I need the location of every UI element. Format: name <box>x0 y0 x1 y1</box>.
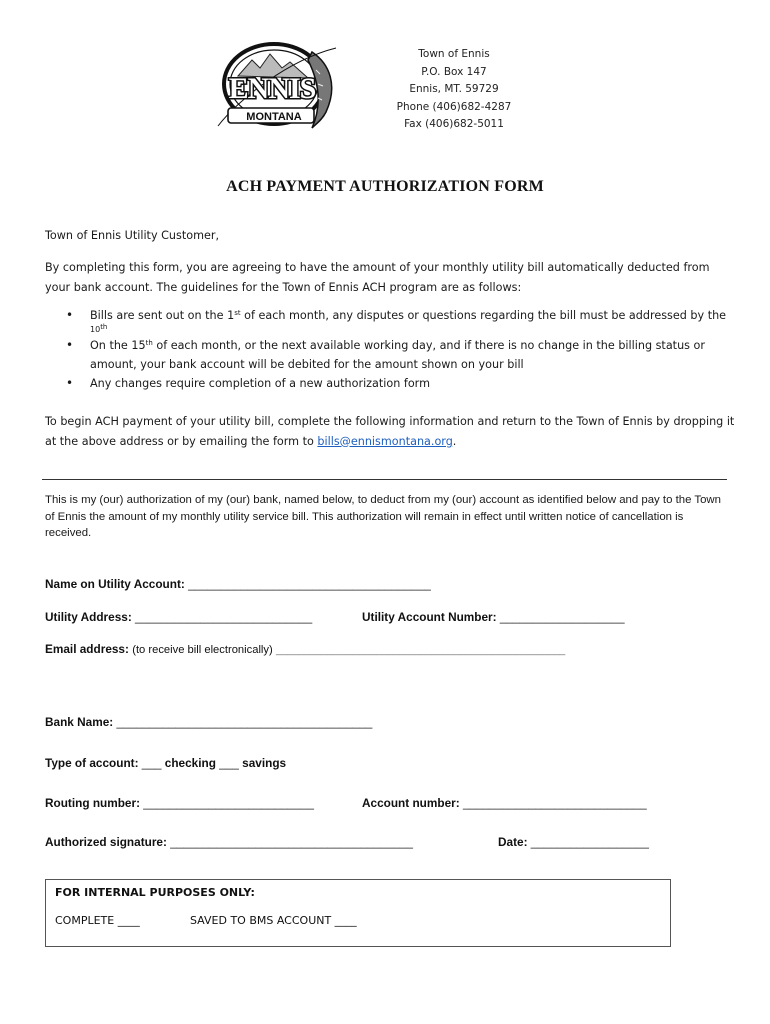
utility-address-field[interactable] <box>45 610 312 624</box>
superscript: th <box>145 339 153 347</box>
logo-word: ENNIS <box>228 72 316 105</box>
date-label: Date: <box>498 835 528 849</box>
email-field[interactable] <box>45 642 565 656</box>
address-line: P.O. Box 147 <box>421 65 487 78</box>
name-blank[interactable]: _____________________________________ <box>188 577 431 591</box>
name-label: Name on Utility Account: <box>45 577 185 591</box>
email-label: Email address: <box>45 642 129 656</box>
list-item <box>60 306 730 336</box>
authorization-statement: This is my (our) authorization of my (our) bank, named below, to deduct from my (our) account as identified below and pay to the Town of Ennis the amount of my monthly utility service bill. This authorization will remain in effect until written notice of cancellation is received. <box>45 494 721 539</box>
bank-name-field[interactable] <box>45 715 372 729</box>
instructions-paragraph <box>45 412 735 451</box>
bullet-text: of each month, or the next available working day, and if there is no change in the billing status or amount, your bank account will be debited for the amount shown on your bill <box>90 339 705 371</box>
list-item <box>60 336 730 374</box>
account-label: Account number: <box>362 796 460 810</box>
list-item: • Any changes require completion of a new authorization form <box>60 374 730 393</box>
ennis-montana-logo <box>208 40 344 132</box>
complete-marker: COMPLETE ____ <box>55 914 140 927</box>
email-note: (to receive bill electronically) <box>132 644 273 656</box>
date-field[interactable] <box>498 835 649 849</box>
greeting: Town of Ennis Utility Customer, <box>45 229 220 242</box>
type-label: Type of account: <box>45 756 139 770</box>
saved-marker: SAVED TO BMS ACCOUNT ____ <box>190 914 357 927</box>
superscript: st <box>234 309 241 317</box>
date-blank[interactable]: __________________ <box>530 835 649 849</box>
routing-number-field[interactable] <box>45 796 314 810</box>
guidelines-list <box>60 306 730 393</box>
address-blank[interactable]: ___________________________ <box>135 610 313 624</box>
routing-blank[interactable]: __________________________ <box>143 796 314 810</box>
savings-blank[interactable]: ___ <box>219 756 239 770</box>
logo-sub: MONTANA <box>246 111 302 123</box>
address-line: Ennis, MT. 59729 <box>409 83 499 95</box>
bullet-text: of each month, any disputes or questions regarding the bill must be addressed by the <box>240 309 727 322</box>
town-address <box>370 46 538 134</box>
routing-label: Routing number: <box>45 796 141 810</box>
bank-blank[interactable]: _______________________________________ <box>116 715 373 729</box>
address-line: Phone (406)682-4287 <box>396 100 512 113</box>
bullet-text: 10 <box>90 325 101 334</box>
account-type-field[interactable] <box>45 756 286 770</box>
internal-title: FOR INTERNAL PURPOSES ONLY: <box>55 886 255 899</box>
intro-paragraph: By completing this form, you are agreeing to have the amount of your monthly utility bill automatically deducted from your bank account. The guidelines for the Town of Ennis ACH program are as follows: <box>45 261 710 294</box>
account-blank[interactable]: ____________________________ <box>462 796 647 810</box>
bullet-text: On the 15 <box>90 339 146 352</box>
savings-option: savings <box>242 756 287 770</box>
bank-label: Bank Name: <box>45 715 114 729</box>
utility-account-number-field[interactable] <box>362 610 625 624</box>
signature-blank[interactable]: _____________________________________ <box>170 835 413 849</box>
checking-option: checking <box>164 756 216 770</box>
address-line: Fax (406)682-5011 <box>404 118 504 130</box>
checking-blank[interactable]: ___ <box>141 756 162 770</box>
signature-field[interactable] <box>45 835 413 849</box>
email-blank[interactable]: ____________________________________________________ <box>276 645 566 656</box>
instructions-text: To begin ACH payment of your utility bill, complete the following information and return to the Town of Ennis by dropping it at the above address or by emailing the form to <box>45 415 735 448</box>
account-number-field[interactable] <box>362 796 647 810</box>
divider <box>42 479 727 480</box>
account-number-label: Utility Account Number: <box>362 610 497 624</box>
superscript: th <box>100 323 108 331</box>
name-field[interactable] <box>45 577 431 591</box>
bullet-text: Bills are sent out on the 1 <box>90 309 235 322</box>
email-link[interactable]: bills@ennismontana.org <box>317 434 453 448</box>
account-number-blank[interactable]: ___________________ <box>499 610 625 624</box>
address-line: Town of Ennis <box>418 48 490 60</box>
signature-label: Authorized signature: <box>45 835 167 849</box>
period: . <box>452 434 457 448</box>
address-label: Utility Address: <box>45 610 132 624</box>
form-title: ACH PAYMENT AUTHORIZATION FORM <box>226 178 544 195</box>
